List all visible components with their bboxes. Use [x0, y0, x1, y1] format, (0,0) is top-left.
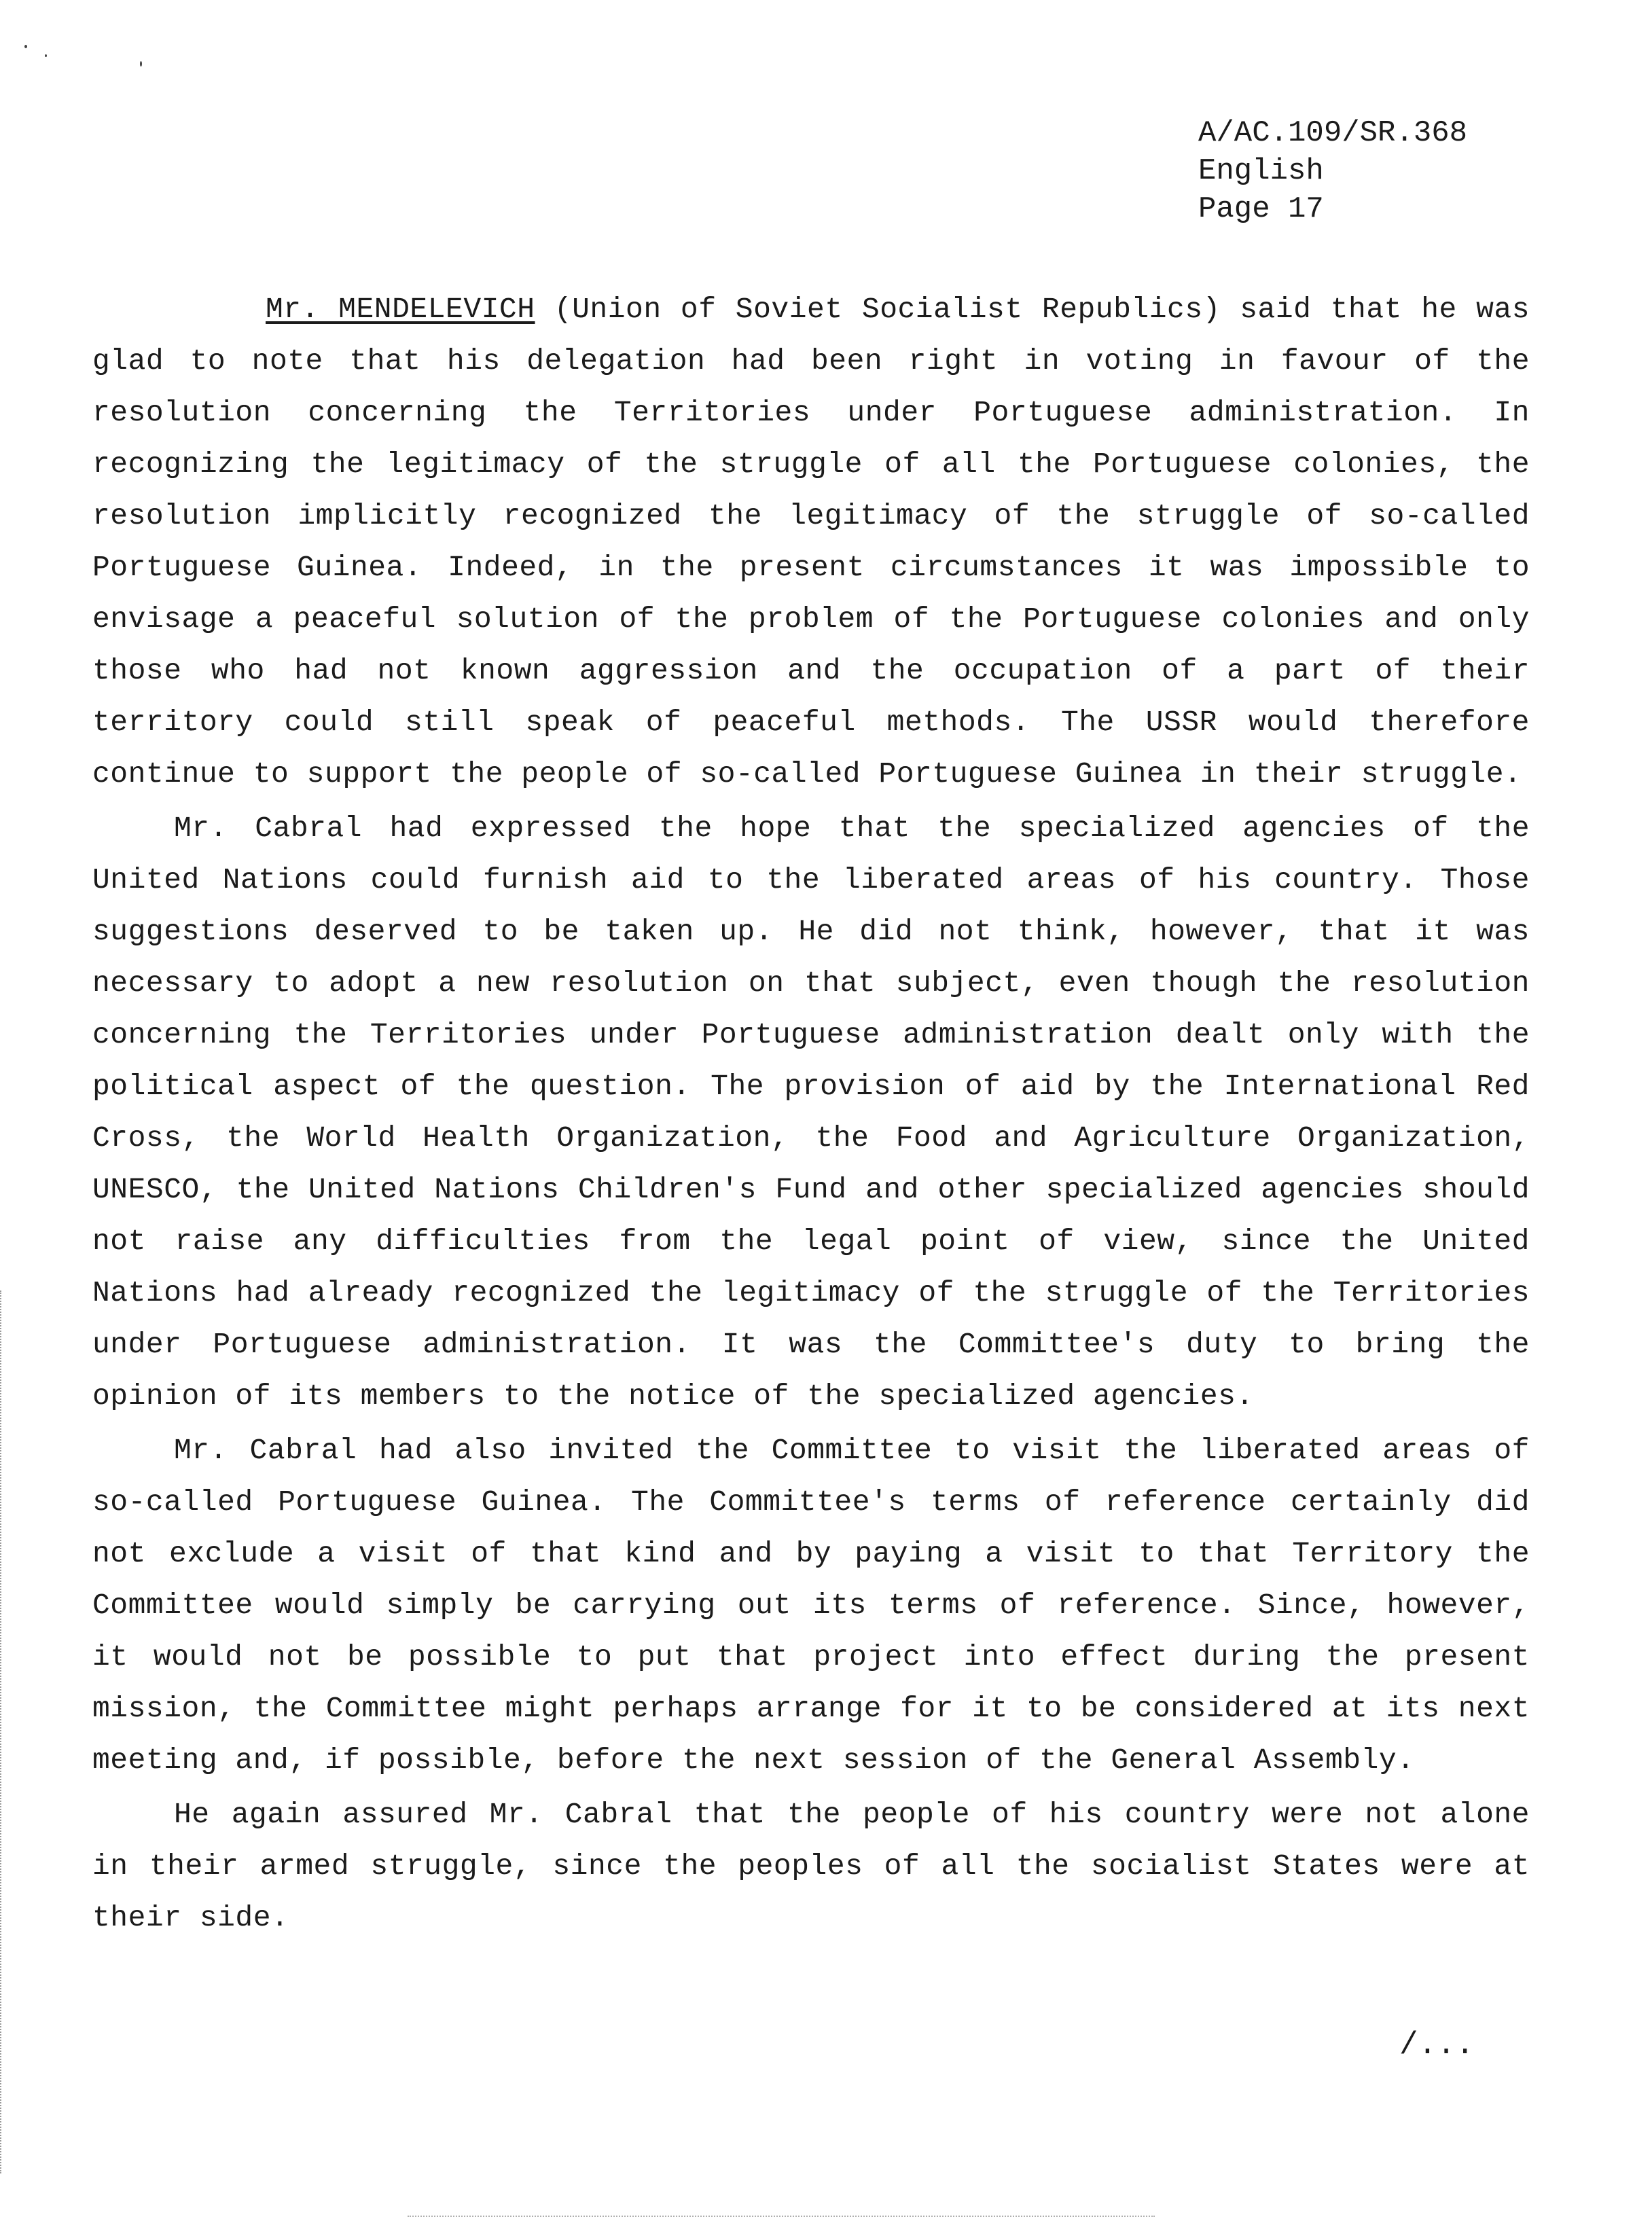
document-symbol: A/AC.109/SR.368	[1198, 116, 1468, 150]
document-body	[92, 284, 1530, 1947]
paragraph-1	[92, 284, 1530, 800]
scan-speck	[45, 54, 47, 57]
continuation-mark: /...	[1399, 2027, 1475, 2063]
scan-edge-artifact	[0, 1290, 3, 2173]
paragraph-3: Mr. Cabral had also invited the Committee to visit the liberated areas of so-called Portuguese Guinea. The Committee's terms of reference certainly did not exclude a visit of that kind and by paying a visit to that Territory the Committee would simply be carrying out its terms of reference. Since, however, it would not be possible to put that project into effect during the present mission, the Committee might perhaps arrange for it to be considered at its next meeting and, if possible, before the next session of the General Assembly.	[92, 1434, 1530, 1777]
document-language: English	[1198, 154, 1324, 188]
speaker-name: Mr. MENDELEVICH	[266, 293, 535, 326]
paragraph-2: Mr. Cabral had expressed the hope that the specialized agencies of the United Nations could furnish aid to the liberated areas of his country. Those suggestions deserved to be taken up. He did not think, however, that it was necessary to adopt a new resolution on that subject, even though the resolution concerning the Territories under Portuguese administration dealt only with the political aspect of the question. The provision of aid by the International Red Cross, the World Health Organization, the Food and Agriculture Organization, UNESCO, the United Nations Children's Fund and other specialized agencies should not raise any difficulties from the legal point of view, since the United Nations had already recognized the legitimacy of the struggle of the Territories under Portuguese administration. It was the Committee's duty to bring the opinion of its members to the notice of the specialized agencies.	[92, 812, 1530, 1413]
page-number: Page 17	[1198, 192, 1324, 226]
paragraph-1-text: (Union of Soviet Socialist Republics) said that he was glad to note that his delegation had been right in voting in favour of the resolution concerning the Territories under Portuguese administration. In recognizing the legitimacy of the struggle of all the Portuguese colonies, the resolution implicitly recognized the legitimacy of the struggle of so-called Portuguese Guinea. Indeed, in the present circumstances it was impossible to envisage a peaceful solution of the problem of the Portuguese colonies and only those who had not known aggression and the occupation of a part of their territory could still speak of peaceful methods. The USSR would therefore continue to support the people of so-called Portuguese Guinea in their struggle.	[92, 293, 1530, 791]
document-header	[1198, 114, 1467, 228]
scan-speck	[140, 61, 142, 67]
scan-speck	[24, 45, 27, 48]
paragraph-4: He again assured Mr. Cabral that the people of his country were not alone in their armed struggle, since the peoples of all the socialist States were at their side.	[92, 1798, 1530, 1934]
scan-bottom-artifact	[408, 2216, 1155, 2218]
